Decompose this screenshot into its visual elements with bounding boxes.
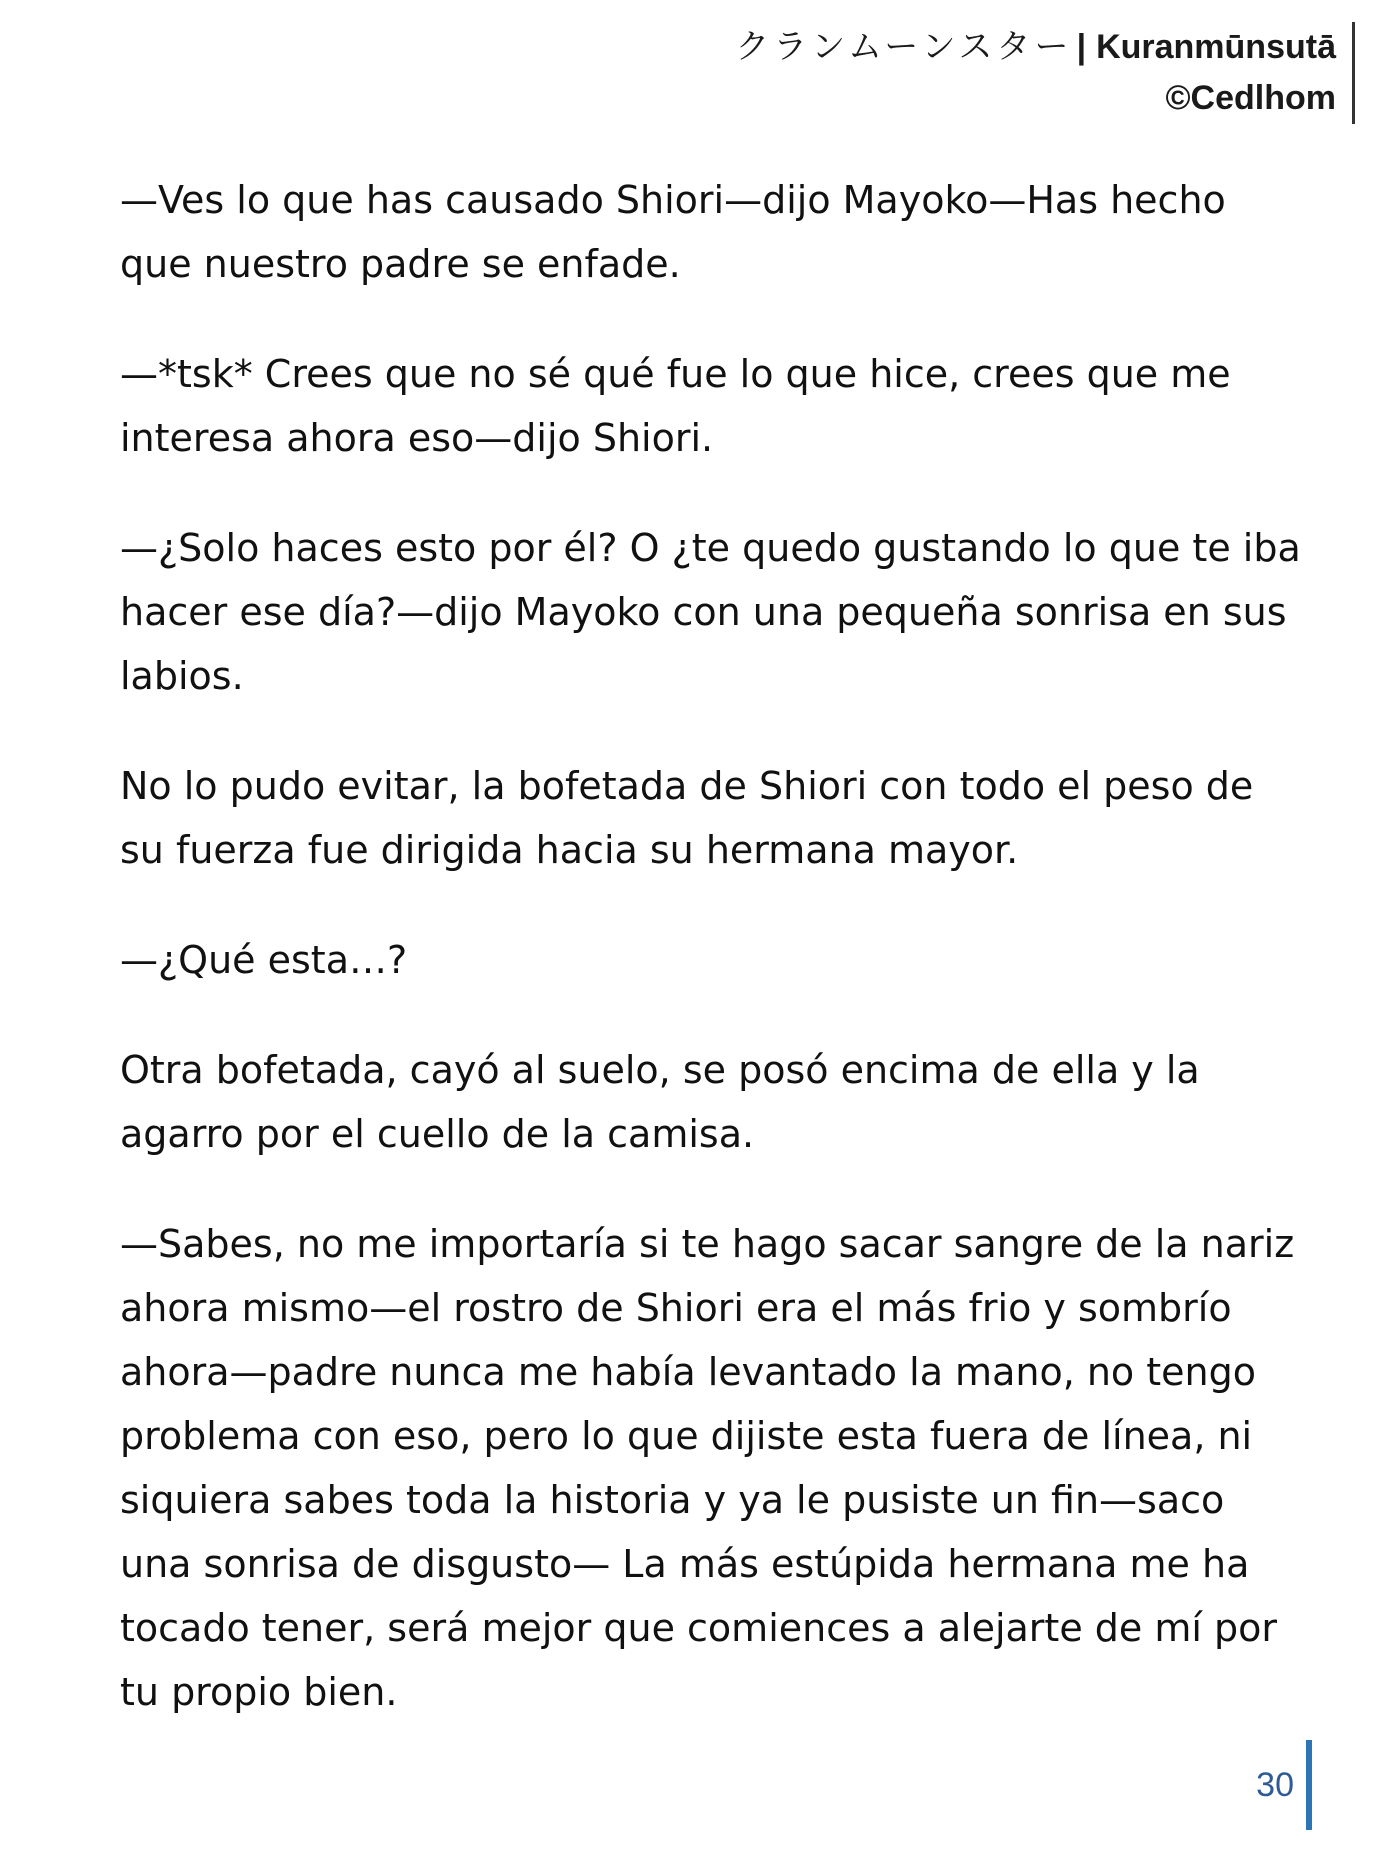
body-text [120,168,1305,1770]
page-number-text: 30 [1256,1766,1294,1804]
paragraph: —¿Solo haces esto por él? O ¿te quedo gustando lo que te iba hacer ese día?—dijo Mayoko con una pequeña sonrisa en sus labios. [120,526,1301,698]
header-title-romaji: Kuranmūnsutā [1096,28,1336,66]
page-header [735,22,1355,124]
paragraph: —Ves lo que has causado Shiori—dijo Mayoko—Has hecho que nuestro padre se enfade. [120,178,1226,286]
page-number-accent-bar [1306,1740,1312,1830]
paragraph: —¿Qué esta…? [120,938,408,982]
paragraph: No lo pudo evitar, la bofetada de Shiori con todo el peso de su fuerza fue dirigida hacia su hermana mayor. [120,764,1254,872]
header-separator: | [1076,28,1087,66]
paragraph: Otra bofetada, cayó al suelo, se posó encima de ella y la agarro por el cuello de la camisa. [120,1048,1200,1156]
paragraph: —Sabes, no me importaría si te hago sacar sangre de la nariz ahora mismo—el rostro de Shiori era el más frio y sombrío ahora—padre nunca me había levantado la mano, no tengo problema con eso, pero lo que dijiste esta fuera de línea, ni siquiera sabes toda la historia y ya le pusiste un fin—saco una sonrisa de disgusto— La más estúpida hermana me ha tocado tener, será mejor que comiences a alejarte de mí por tu propio bien. [120,1222,1295,1714]
page-number [1256,1752,1312,1818]
header-title-line [735,22,1336,73]
header-copyright: ©Cedlhom [1165,79,1336,117]
header-title-japanese: クランムーンスター [735,27,1073,67]
paragraph: —*tsk* Crees que no sé qué fue lo que hice, crees que me interesa ahora eso—dijo Shiori. [120,352,1231,460]
